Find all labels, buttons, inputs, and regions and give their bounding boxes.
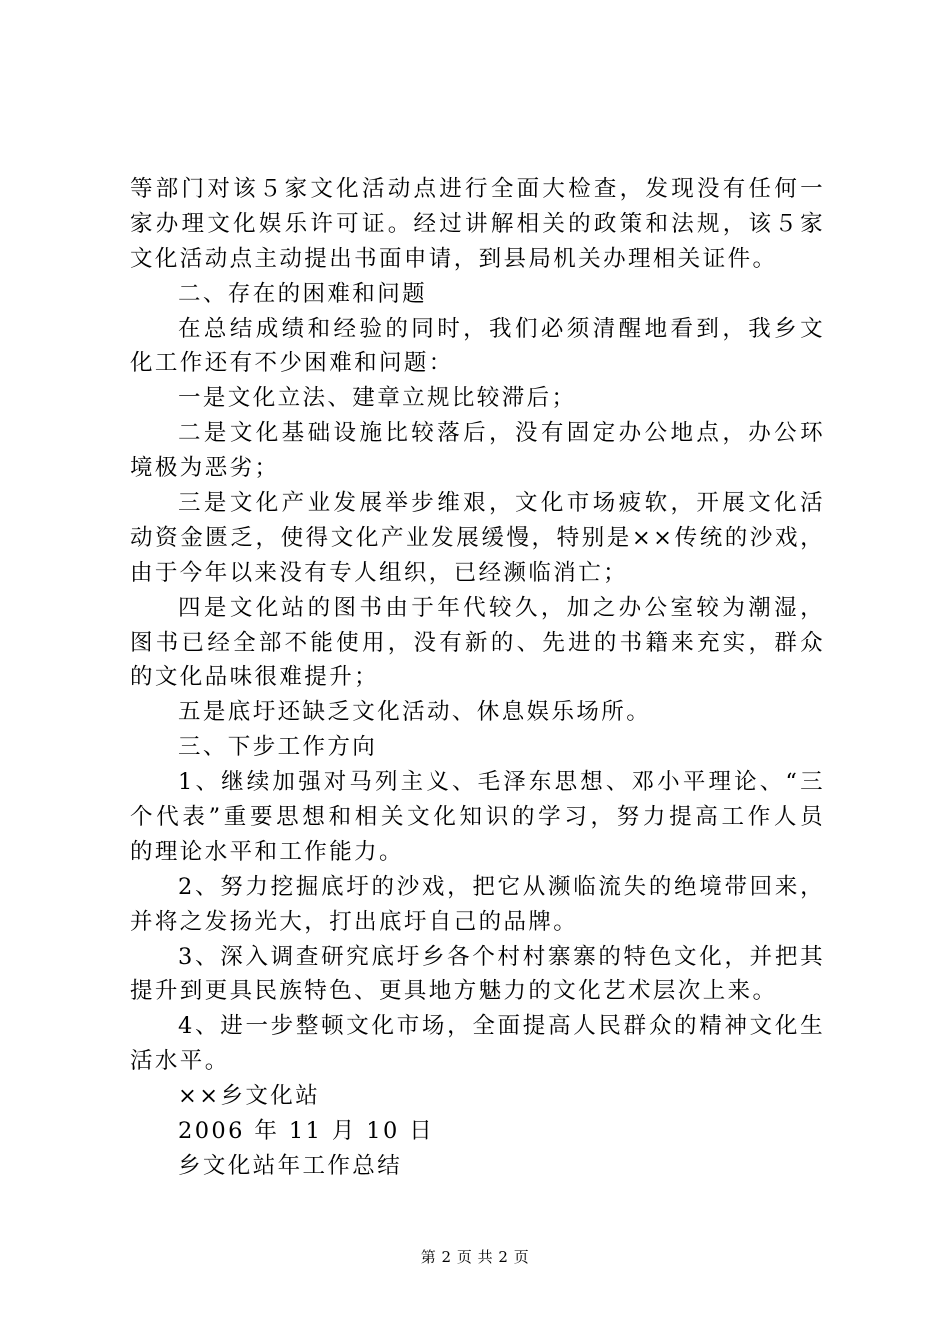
document-line: ××乡文化站 — [178, 1083, 321, 1110]
document-line: 家办理文化娱乐许可证。经过讲解相关的政策和法规，该５家 — [130, 210, 825, 237]
document-line: 在总结成绩和经验的同时，我们必须清醒地看到，我乡文 — [178, 315, 825, 342]
document-line: 提升到更具民族特色、更具地方魅力的文化艺术层次上来。 — [130, 978, 778, 1005]
document-line: 二是文化基础设施比较落后，没有固定办公地点，办公环 — [178, 420, 825, 447]
document-body — [130, 172, 830, 1184]
document-line: 并将之发扬光大，打出底圩自己的品牌。 — [130, 908, 579, 935]
document-line: 三是文化产业发展举步维艰，文化市场疲软，开展文化活 — [178, 490, 825, 517]
document-line: 文化活动点主动提出书面申请，到县局机关办理相关证件。 — [130, 245, 778, 272]
document-line: 2、努力挖掘底圩的沙戏，把它从濒临流失的绝境带回来， — [178, 873, 825, 900]
document-line: 乡文化站年工作总结 — [178, 1152, 403, 1179]
document-line: 三、下步工作方向 — [178, 734, 378, 761]
document-line: 一是文化立法、建章立规比较滞后； — [178, 385, 577, 412]
document-line: 2006 年 11 月 10 日 — [178, 1118, 435, 1145]
document-line: 4、进一步整顿文化市场，全面提高人民群众的精神文化生 — [178, 1013, 825, 1040]
document-line: 由于今年以来没有专人组织，已经濒临消亡； — [130, 559, 629, 586]
document-line: 的文化品味很难提升； — [130, 664, 380, 691]
document-line: 图书已经全部不能使用，没有新的、先进的书籍来充实，群众 — [130, 629, 825, 656]
document-line: 的理论水平和工作能力。 — [130, 838, 404, 865]
document-line: 活水平。 — [130, 1048, 230, 1075]
document-line: 化工作还有不少困难和问题： — [130, 350, 454, 377]
document-line: 1、继续加强对马列主义、毛泽东思想、邓小平理论、“三 — [178, 769, 825, 796]
document-line: 等部门对该５家文化活动点进行全面大检查，发现没有任何一 — [130, 176, 825, 202]
document-line: 3、深入调查研究底圩乡各个村村寨寨的特色文化，并把其 — [178, 943, 825, 970]
document-line: 个代表”重要思想和相关文化知识的学习，努力提高工作人员 — [130, 804, 825, 831]
document-line: 动资金匮乏，使得文化产业发展缓慢，特别是××传统的沙戏， — [130, 524, 825, 551]
document-line: 四是文化站的图书由于年代较久，加之办公室较为潮湿， — [178, 594, 825, 621]
document-line: 五是底圩还缺乏文化活动、休息娱乐场所。 — [178, 699, 652, 726]
page-footer: 第 2 页 共 2 页 — [420, 1248, 530, 1266]
document-line: 二、存在的困难和问题 — [178, 280, 428, 307]
document-line: 境极为恶劣； — [130, 455, 280, 482]
